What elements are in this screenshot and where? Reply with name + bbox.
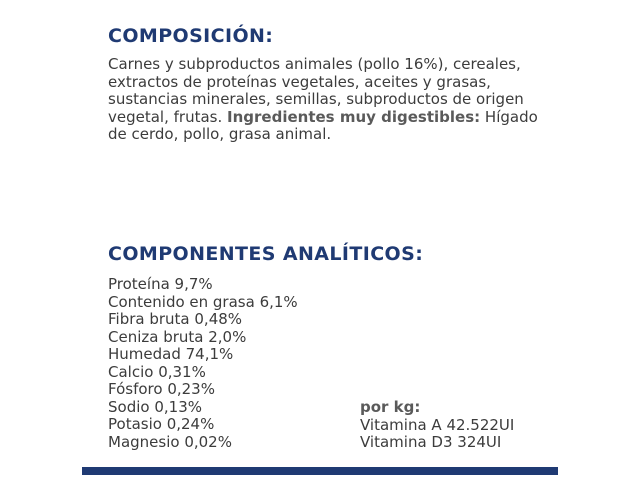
list-item: Potasio 0,24% [108, 415, 215, 433]
list-item: Calcio 0,31% [108, 362, 206, 381]
componentes-heading: COMPONENTES ANALÍTICOS: [108, 243, 424, 265]
por-kg-label: por kg: [360, 398, 421, 416]
componentes-list [108, 276, 298, 451]
list-item: Magnesio 0,02% [108, 432, 232, 451]
composicion-heading: COMPOSICIÓN: [108, 25, 274, 47]
por-kg-block [360, 399, 514, 452]
list-item: Humedad 74,1% [108, 345, 234, 363]
digestible-label: Ingredientes muy digestibles: [227, 107, 481, 126]
list-item: Contenido en grasa 6,1% [108, 292, 298, 311]
composicion-ingredients: Carnes y subproductos animales (pollo 16%), cereales, extractos de proteínas vegetales, aceites y grasas, sustancias minerales, semillas, subproductos de origen vegetal, frutas. [108, 55, 524, 126]
footer-bar [82, 467, 558, 475]
list-item: Fósforo 0,23% [108, 380, 215, 398]
list-item: Proteína 9,7% [108, 275, 213, 293]
vitamin-item: Vitamina D3 324UI [360, 433, 502, 451]
composicion-text [108, 56, 548, 144]
digestible-text: Hígado de cerdo, pollo, grasa animal. [108, 107, 538, 143]
vitamin-item: Vitamina A 42.522UI [360, 415, 515, 434]
list-item: Fibra bruta 0,48% [108, 310, 243, 328]
list-item: Sodio 0,13% [108, 397, 202, 416]
list-item: Ceniza bruta 2,0% [108, 327, 247, 346]
